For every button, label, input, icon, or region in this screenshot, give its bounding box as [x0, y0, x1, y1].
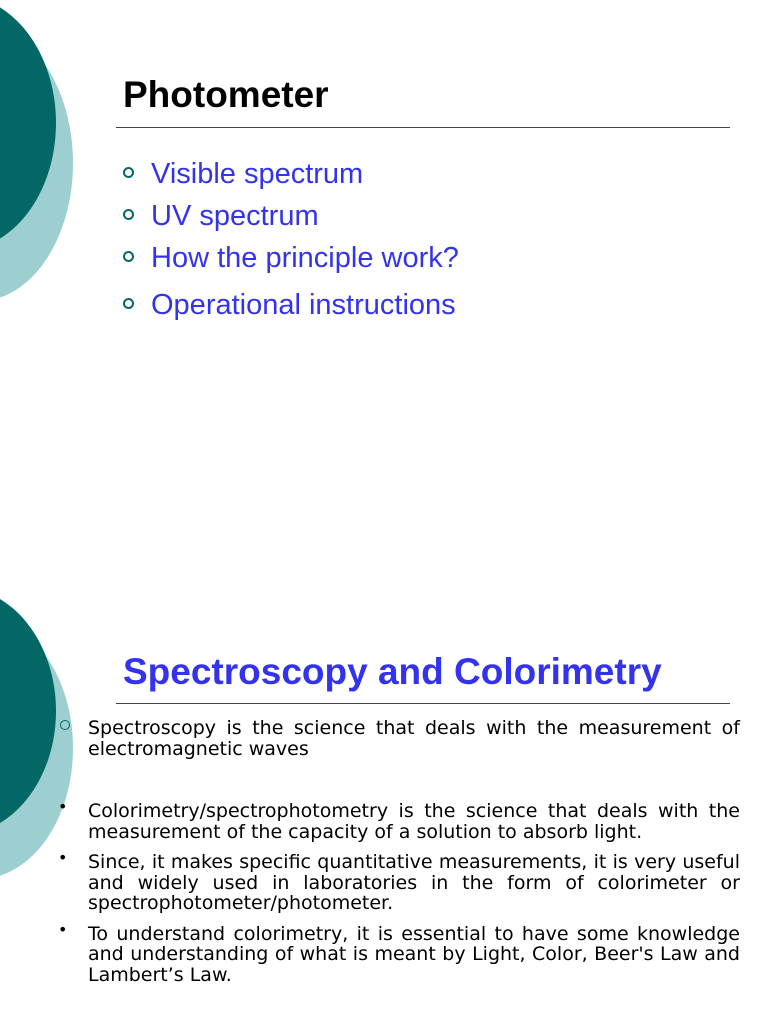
paragraph-item [55, 718, 740, 759]
slide-title: Spectroscopy and Colorimetry [123, 651, 662, 692]
paragraph-text: To understand colorimetry, it is essential to have some knowledge and understanding of what is meant by Light, Color, Beer's Law and Lambert’s Law. [88, 922, 740, 986]
title-divider [116, 703, 730, 704]
bullet-label: Visible spectrum [151, 158, 364, 190]
paragraph-item [55, 919, 740, 986]
bullet-label: Operational instructions [151, 289, 456, 321]
slide-spectroscopy [0, 512, 768, 1024]
title-divider [116, 127, 730, 128]
paragraph-item [55, 848, 740, 914]
ring-bullet-icon [60, 720, 70, 730]
bullet-label: How the principle work? [151, 242, 459, 274]
dot-bullet-icon: • [58, 919, 68, 939]
paragraph-text: Colorimetry/spectrophotometry is the science that deals with the measurement of the capacity of a solution to absorb light. [88, 800, 740, 843]
paragraph-item [55, 797, 740, 843]
bullet-label: UV spectrum [151, 200, 319, 232]
paragraph-text: Since, it makes specific quantitative measurements, it is very useful and widely used in laboratories in the form of colorimeter or spectrophotometer/photometer. [88, 851, 740, 914]
slide-title: Photometer [123, 74, 329, 115]
paragraph-text: Spectroscopy is the science that deals with the measurement of electromagnetic waves [88, 717, 740, 760]
ring-bullet-icon [123, 209, 134, 220]
paragraph-list [55, 718, 740, 985]
ring-bullet-icon [123, 298, 134, 309]
dot-bullet-icon: • [58, 797, 68, 816]
ring-bullet-icon [123, 167, 134, 178]
ring-bullet-icon [123, 251, 134, 262]
dot-bullet-icon: • [58, 848, 68, 867]
